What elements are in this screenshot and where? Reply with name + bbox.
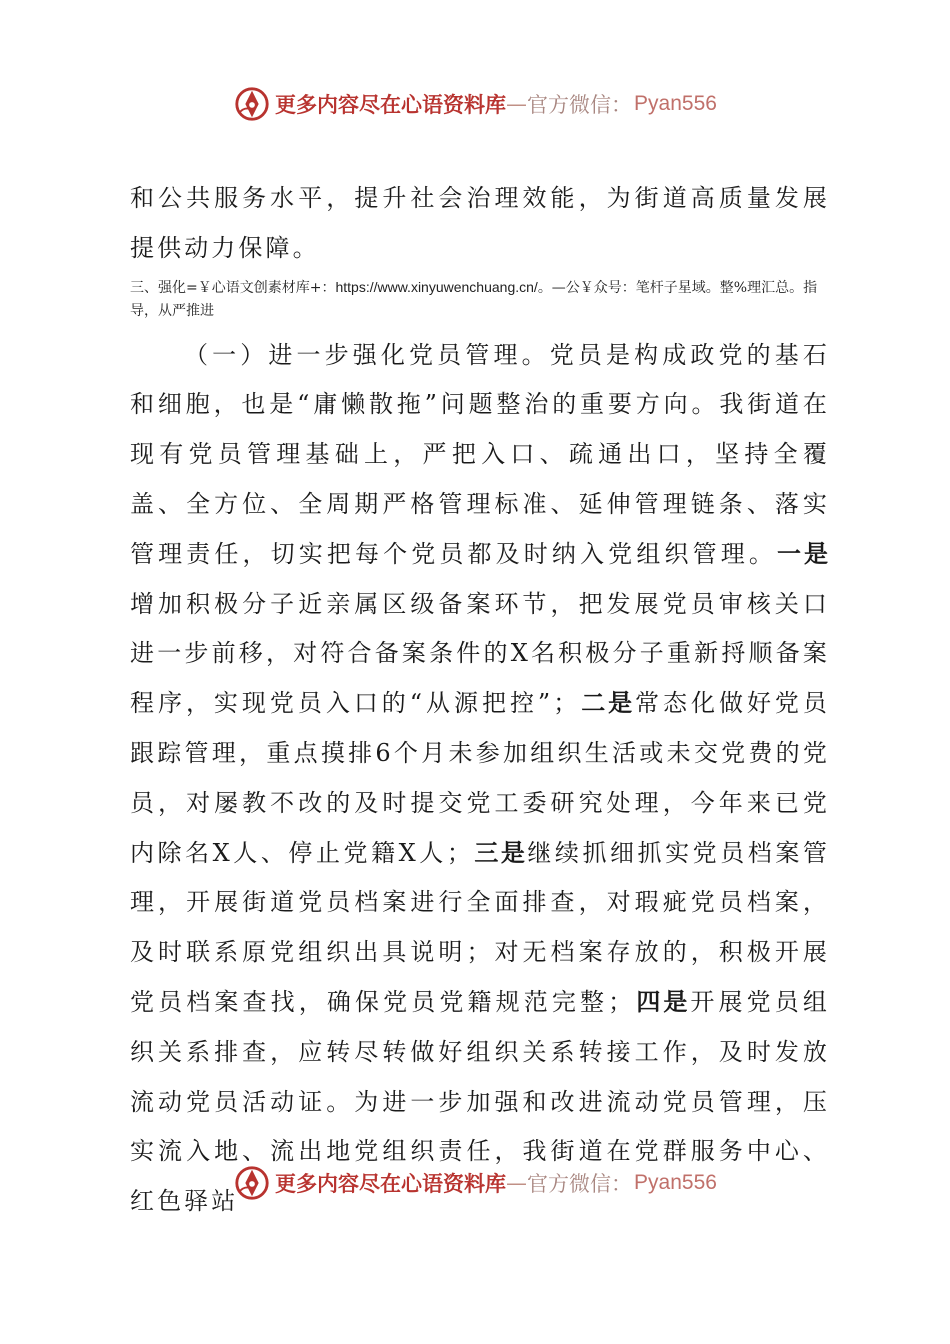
bold-first: 一是 [776,539,830,568]
bold-fourth: 四是 [635,987,691,1016]
bold-second: 二是 [580,689,636,718]
paragraph-party-member-management [130,331,830,1227]
para-text-f: 开展党员组织关系排查，应转尽转做好组织关系转接工作，及时发放流动党员活动证。为进一步加强和改进流动党员管理，压实流入地、流出地党组织责任，我街道在党群服务中心、红色驿站 [130,987,831,1216]
para-text-e: 继续抓细抓实党员档案管理，开展街道党员档案进行全面排查，对瑕疵党员档案，及时联系原党组织出具说明；对无档案存放的，积极开展党员档案查找，确保党员党籍规范完整； [130,838,830,1016]
header-banner [0,82,950,126]
para-text-a: （一）进一步强化党员管理。党员是构成政党的基石和细胞，也是“庸懒散拖”问题整治的重要方向。我街道在现有党员管理基础上，严把入口、疏通出口，坚持全覆盖、全方位、全周期严格管理标准、延伸管理链条、落实管理责任，切实把每个党员都及时纳入党组织管理。 [130,340,830,568]
header-dash: — [506,92,528,116]
footer-banner [0,1161,950,1205]
header-wechat-label: 官方微信： [527,93,633,117]
note-url: https://www.xinyuwenchuang.cn/ [335,278,538,295]
para-text-d: 常态化做好党员跟踪管理，重点摸排6个月未参加组织生活或未交党费的党员，对屡教不改的及时提交党工委研究处理，今年来已党内除名X人、停止党籍X人； [130,689,831,867]
header-wechat-id: Pyan556 [634,92,717,115]
bold-third: 三是 [473,838,528,867]
watermark-note [130,276,830,323]
footer-dash: — [506,1171,528,1195]
pen-nib-logo-icon [233,1164,271,1202]
pen-nib-logo-icon [233,85,271,123]
note-prefix: 三、强化=￥心语文创素材库+： [130,279,336,296]
para-text-c: 增加积极分子近亲属区级备案环节，把发展党员审核关口进一步前移，对符合备案条件的X名积极分子重新捋顺备案程序，实现党员入口的“从源把控”； [130,589,830,718]
footer-red-text: 更多内容尽在心语资料库 [275,1171,507,1196]
footer-wechat-label: 官方微信： [527,1172,633,1196]
footer-wechat-id: Pyan556 [634,1171,717,1194]
paragraph-continued: 和公共服务水平，提升社会治理效能，为街道高质量发展提供动力保障。 [130,184,830,262]
note-suffix: 。—公￥众号：笔杆子星域。整%理汇总。指导，从严推进 [130,279,818,319]
document-body [130,174,830,1227]
header-red-text: 更多内容尽在心语资料库 [275,92,507,117]
